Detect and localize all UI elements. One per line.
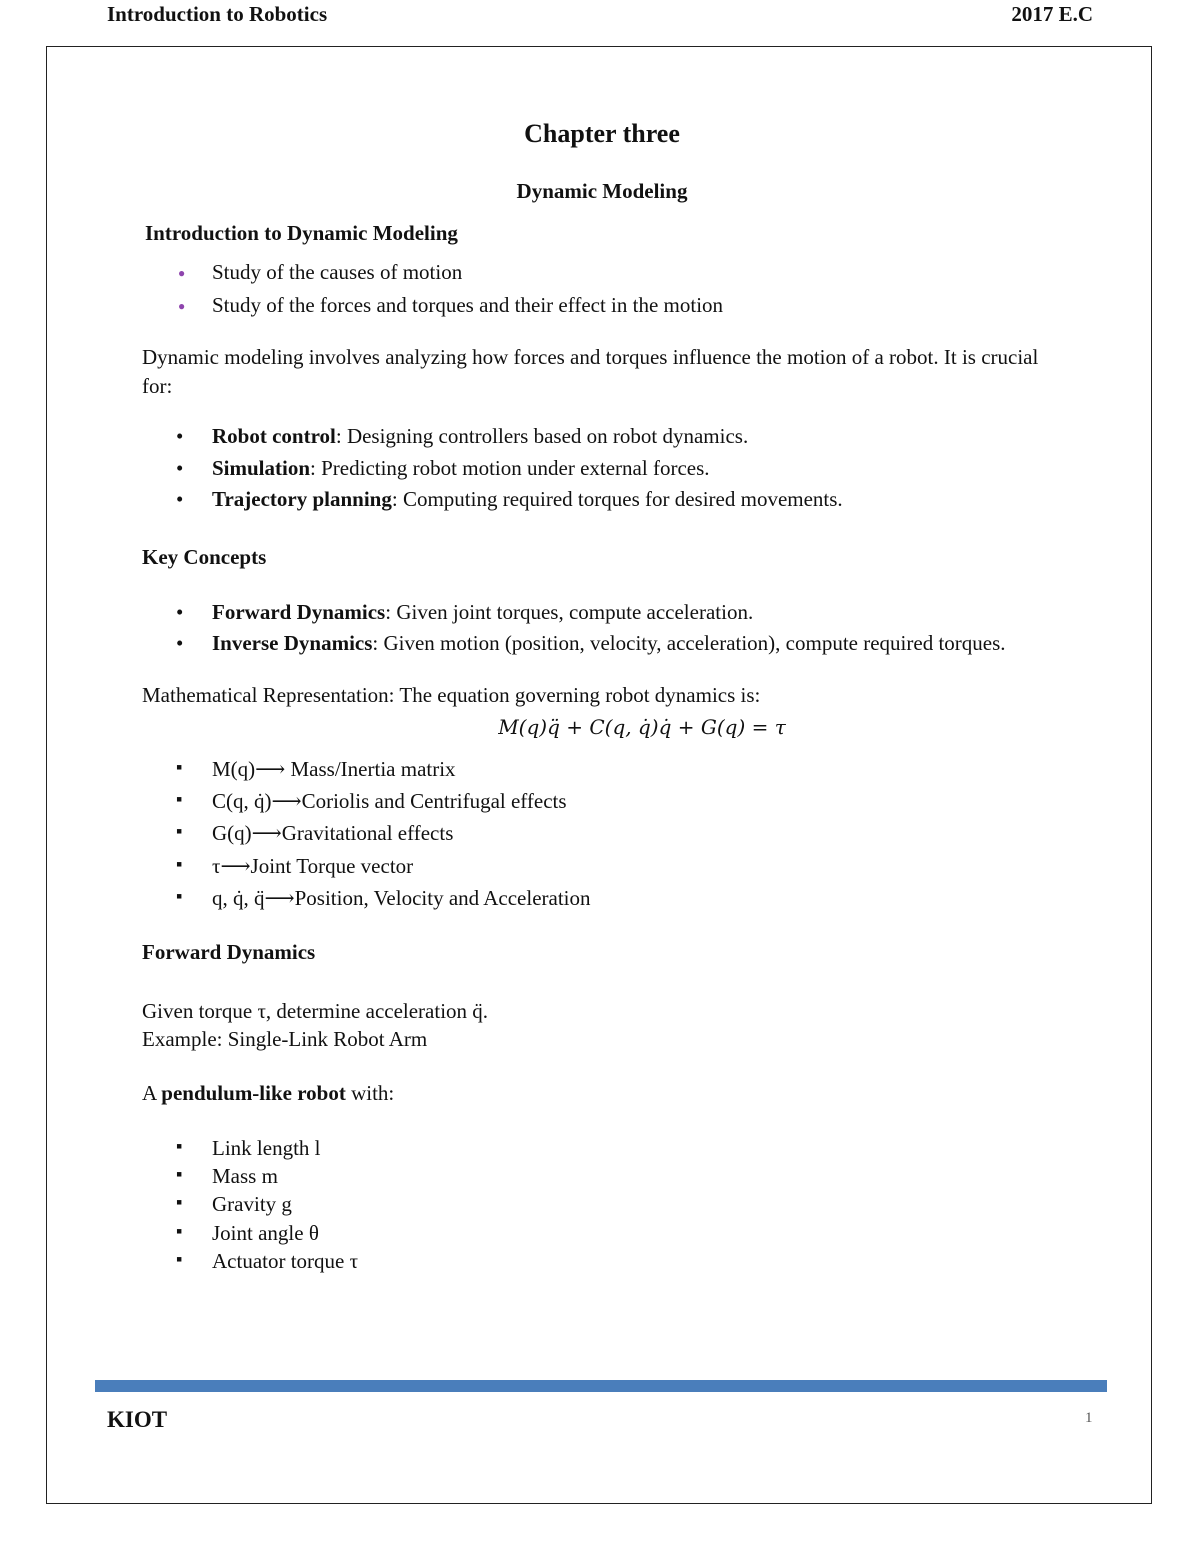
- dynamics-equation: M(q)q̈ + C(q, q̇)q̇ + G(q) = τ: [498, 714, 786, 739]
- robot-param: ▪ Link length l: [142, 1134, 1062, 1162]
- robot-desc-pre: A: [142, 1081, 162, 1106]
- header-year: 2017 E.C: [1011, 2, 1093, 26]
- robot-param: ▪ Actuator torque τ: [142, 1247, 1062, 1275]
- concept-desc: : Given joint torques, compute acceleration.: [385, 599, 754, 624]
- key-concepts-heading: Key Concepts: [142, 545, 267, 570]
- use-item: [142, 485, 1062, 513]
- footer-institution: KIOT: [107, 1407, 168, 1432]
- uses-list: [142, 422, 1062, 513]
- concept-term: Inverse Dynamics: [212, 630, 373, 655]
- forward-line-1: Given torque τ, determine acceleration q̈.: [142, 998, 489, 1023]
- chapter-subtitle: Dynamic Modeling: [516, 179, 688, 204]
- robot-description: [142, 1079, 1062, 1107]
- robot-param: ▪ Joint angle θ: [142, 1219, 1062, 1247]
- robot-desc-post: with:: [345, 1081, 395, 1106]
- robot-param: ▪ Mass m: [142, 1162, 1062, 1190]
- robot-param: ▪ Gravity g: [142, 1190, 1062, 1218]
- forward-line-2: Example: Single-Link Robot Arm: [142, 1026, 428, 1051]
- use-desc: : Designing controllers based on robot dynamics.: [335, 424, 749, 449]
- key-concepts-list: [142, 598, 1062, 658]
- equation-term: ▪ q, q̇, q̈⟶Position, Velocity and Acceleration: [142, 884, 1062, 912]
- header-course-title: Introduction to Robotics: [107, 2, 328, 26]
- concept-desc: : Given motion (position, velocity, acceleration), compute required torques.: [372, 630, 1006, 655]
- intro-heading: Introduction to Dynamic Modeling: [145, 221, 458, 246]
- use-term: Simulation: [212, 455, 311, 480]
- concept-term: Forward Dynamics: [212, 599, 386, 624]
- equation-term: ▪ G(q)⟶Gravitational effects: [142, 819, 1062, 847]
- chapter-title: Chapter three: [524, 119, 680, 148]
- equation-term: ▪ C(q, q̇)⟶Coriolis and Centrifugal effects: [142, 787, 1062, 815]
- use-item: [142, 454, 1062, 482]
- page-number: 1: [1085, 1410, 1093, 1426]
- concept-item: [142, 629, 1062, 657]
- concept-item: [142, 598, 1062, 626]
- use-term: Robot control: [212, 424, 336, 449]
- math-intro: Mathematical Representation: The equation governing robot dynamics is:: [142, 683, 761, 708]
- page-content: [142, 110, 1062, 1275]
- equation-term: ▪ τ⟶Joint Torque vector: [142, 852, 1062, 880]
- intro-bullet-list: [142, 258, 1062, 320]
- use-item: [142, 422, 1062, 450]
- use-desc: : Computing required torques for desired movements.: [391, 486, 843, 511]
- intro-paragraph: Dynamic modeling involves analyzing how forces and torques influence the motion of a robot. It is crucial for:: [142, 345, 1039, 398]
- footer-divider-bar: [95, 1380, 1107, 1392]
- intro-bullet: ● Study of the causes of motion: [142, 258, 1062, 286]
- use-term: Trajectory planning: [212, 486, 392, 511]
- use-desc: : Predicting robot motion under external forces.: [310, 455, 710, 480]
- robot-desc-bold: pendulum-like robot: [161, 1081, 346, 1106]
- equation-terms-list: [142, 755, 1062, 913]
- forward-dynamics-heading: Forward Dynamics: [142, 940, 316, 965]
- intro-bullet: ● Study of the forces and torques and their effect in the motion: [142, 291, 1062, 319]
- robot-params-list: [142, 1134, 1062, 1276]
- equation-term: ▪ M(q)⟶ Mass/Inertia matrix: [142, 755, 1062, 783]
